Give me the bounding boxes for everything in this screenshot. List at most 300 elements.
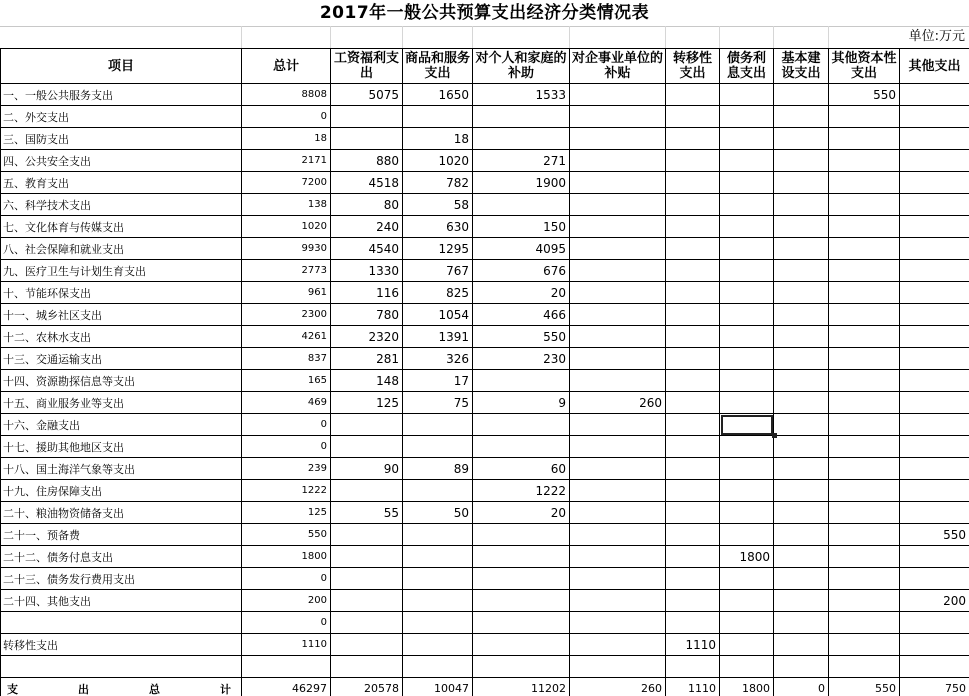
table-cell[interactable] bbox=[900, 326, 969, 348]
table-cell[interactable] bbox=[666, 414, 720, 436]
row-label-cell[interactable]: 二十四、其他支出 bbox=[1, 590, 242, 612]
table-cell[interactable] bbox=[570, 84, 666, 106]
table-cell[interactable] bbox=[473, 612, 570, 634]
table-cell[interactable] bbox=[403, 414, 473, 436]
table-cell[interactable] bbox=[720, 414, 774, 436]
table-cell[interactable] bbox=[774, 304, 829, 326]
table-cell[interactable] bbox=[473, 524, 570, 546]
row-total-cell[interactable]: 18 bbox=[242, 128, 331, 150]
table-cell[interactable]: 80 bbox=[331, 194, 403, 216]
table-cell[interactable] bbox=[900, 612, 969, 634]
table-cell[interactable] bbox=[900, 436, 969, 458]
table-cell[interactable]: 18 bbox=[403, 128, 473, 150]
table-cell[interactable] bbox=[570, 326, 666, 348]
table-cell[interactable] bbox=[720, 634, 774, 656]
table-cell[interactable] bbox=[774, 260, 829, 282]
row-total-cell[interactable]: 1110 bbox=[242, 634, 331, 656]
row-label-cell[interactable]: 八、社会保障和就业支出 bbox=[1, 238, 242, 260]
table-cell[interactable]: 550 bbox=[829, 84, 900, 106]
row-label-cell[interactable]: 七、文化体育与传媒支出 bbox=[1, 216, 242, 238]
table-cell[interactable] bbox=[666, 568, 720, 590]
table-cell[interactable] bbox=[666, 216, 720, 238]
table-cell[interactable] bbox=[829, 150, 900, 172]
table-cell[interactable] bbox=[473, 414, 570, 436]
table-cell[interactable] bbox=[666, 84, 720, 106]
table-cell[interactable] bbox=[829, 436, 900, 458]
table-cell[interactable] bbox=[570, 128, 666, 150]
table-cell[interactable]: 550 bbox=[473, 326, 570, 348]
table-cell[interactable] bbox=[774, 634, 829, 656]
row-total-cell[interactable]: 837 bbox=[242, 348, 331, 370]
table-cell[interactable]: 240 bbox=[331, 216, 403, 238]
table-cell[interactable] bbox=[403, 546, 473, 568]
table-cell[interactable] bbox=[720, 568, 774, 590]
table-cell[interactable]: 1330 bbox=[331, 260, 403, 282]
row-label-cell[interactable]: 十八、国土海洋气象等支出 bbox=[1, 458, 242, 480]
table-cell[interactable] bbox=[829, 502, 900, 524]
row-label-cell[interactable]: 二、外交支出 bbox=[1, 106, 242, 128]
grand-total-cell[interactable]: 10047 bbox=[403, 678, 473, 696]
table-cell[interactable] bbox=[570, 480, 666, 502]
table-cell[interactable] bbox=[331, 612, 403, 634]
table-cell[interactable] bbox=[473, 194, 570, 216]
row-total-cell[interactable]: 239 bbox=[242, 458, 331, 480]
table-cell[interactable]: 1295 bbox=[403, 238, 473, 260]
table-cell[interactable]: 90 bbox=[331, 458, 403, 480]
table-cell[interactable]: 1020 bbox=[403, 150, 473, 172]
table-cell[interactable] bbox=[829, 172, 900, 194]
table-cell[interactable] bbox=[774, 238, 829, 260]
table-cell[interactable] bbox=[900, 392, 969, 414]
row-label-cell[interactable]: 六、科学技术支出 bbox=[1, 194, 242, 216]
table-cell[interactable] bbox=[331, 546, 403, 568]
table-cell[interactable] bbox=[829, 216, 900, 238]
table-cell[interactable] bbox=[900, 458, 969, 480]
table-cell[interactable] bbox=[900, 260, 969, 282]
header-cell[interactable]: 基本建设支出 bbox=[774, 49, 829, 84]
table-cell[interactable] bbox=[720, 370, 774, 392]
table-cell[interactable]: 2320 bbox=[331, 326, 403, 348]
table-cell[interactable] bbox=[900, 282, 969, 304]
table-cell[interactable] bbox=[666, 656, 720, 678]
table-cell[interactable] bbox=[720, 348, 774, 370]
table-cell[interactable] bbox=[829, 414, 900, 436]
row-total-cell[interactable]: 1020 bbox=[242, 216, 331, 238]
table-cell[interactable] bbox=[774, 458, 829, 480]
table-cell[interactable]: 782 bbox=[403, 172, 473, 194]
row-label-cell[interactable]: 十六、金融支出 bbox=[1, 414, 242, 436]
row-label-cell[interactable]: 九、医疗卫生与计划生育支出 bbox=[1, 260, 242, 282]
table-cell[interactable] bbox=[774, 612, 829, 634]
header-cell[interactable]: 商品和服务支出 bbox=[403, 49, 473, 84]
table-cell[interactable] bbox=[774, 480, 829, 502]
table-cell[interactable] bbox=[829, 546, 900, 568]
table-cell[interactable]: 125 bbox=[331, 392, 403, 414]
table-cell[interactable] bbox=[900, 172, 969, 194]
table-cell[interactable] bbox=[900, 568, 969, 590]
table-cell[interactable] bbox=[829, 392, 900, 414]
table-cell[interactable] bbox=[666, 502, 720, 524]
row-total-cell[interactable]: 200 bbox=[242, 590, 331, 612]
row-total-cell[interactable]: 2773 bbox=[242, 260, 331, 282]
table-cell[interactable] bbox=[570, 524, 666, 546]
row-total-cell[interactable]: 469 bbox=[242, 392, 331, 414]
table-cell[interactable] bbox=[666, 106, 720, 128]
table-cell[interactable]: 1391 bbox=[403, 326, 473, 348]
table-cell[interactable] bbox=[720, 590, 774, 612]
grand-total-cell[interactable]: 550 bbox=[829, 678, 900, 696]
row-total-cell[interactable]: 4261 bbox=[242, 326, 331, 348]
table-cell[interactable]: 630 bbox=[403, 216, 473, 238]
row-total-cell[interactable]: 9930 bbox=[242, 238, 331, 260]
row-label-cell[interactable]: 二十三、债务发行费用支出 bbox=[1, 568, 242, 590]
header-cell[interactable]: 其他支出 bbox=[900, 49, 969, 84]
table-cell[interactable]: 58 bbox=[403, 194, 473, 216]
table-cell[interactable] bbox=[570, 656, 666, 678]
table-cell[interactable] bbox=[570, 150, 666, 172]
table-cell[interactable] bbox=[774, 656, 829, 678]
table-cell[interactable] bbox=[720, 304, 774, 326]
row-total-cell[interactable]: 0 bbox=[242, 436, 331, 458]
table-cell[interactable] bbox=[720, 260, 774, 282]
table-cell[interactable]: 1650 bbox=[403, 84, 473, 106]
table-cell[interactable] bbox=[829, 106, 900, 128]
row-label-cell[interactable] bbox=[1, 612, 242, 634]
table-cell[interactable] bbox=[666, 150, 720, 172]
table-cell[interactable] bbox=[473, 128, 570, 150]
table-cell[interactable]: 200 bbox=[900, 590, 969, 612]
table-cell[interactable] bbox=[900, 656, 969, 678]
table-cell[interactable] bbox=[774, 106, 829, 128]
row-label-cell[interactable]: 十一、城乡社区支出 bbox=[1, 304, 242, 326]
table-cell[interactable] bbox=[331, 436, 403, 458]
table-cell[interactable] bbox=[900, 106, 969, 128]
table-cell[interactable] bbox=[331, 128, 403, 150]
table-cell[interactable] bbox=[774, 172, 829, 194]
table-cell[interactable]: 260 bbox=[570, 392, 666, 414]
table-cell[interactable] bbox=[570, 436, 666, 458]
row-total-cell[interactable]: 138 bbox=[242, 194, 331, 216]
table-cell[interactable] bbox=[403, 568, 473, 590]
table-cell[interactable]: 4540 bbox=[331, 238, 403, 260]
table-cell[interactable] bbox=[666, 304, 720, 326]
table-cell[interactable]: 148 bbox=[331, 370, 403, 392]
table-cell[interactable] bbox=[829, 612, 900, 634]
table-cell[interactable] bbox=[473, 436, 570, 458]
table-cell[interactable] bbox=[829, 370, 900, 392]
table-cell[interactable] bbox=[331, 414, 403, 436]
table-cell[interactable] bbox=[570, 414, 666, 436]
table-cell[interactable]: 466 bbox=[473, 304, 570, 326]
table-cell[interactable] bbox=[774, 370, 829, 392]
table-cell[interactable] bbox=[331, 106, 403, 128]
table-cell[interactable] bbox=[666, 612, 720, 634]
table-cell[interactable] bbox=[829, 348, 900, 370]
table-cell[interactable] bbox=[774, 392, 829, 414]
row-label-cell[interactable] bbox=[1, 656, 242, 678]
table-cell[interactable]: 676 bbox=[473, 260, 570, 282]
table-cell[interactable] bbox=[666, 480, 720, 502]
table-cell[interactable] bbox=[570, 458, 666, 480]
table-cell[interactable] bbox=[829, 282, 900, 304]
table-cell[interactable] bbox=[720, 524, 774, 546]
table-cell[interactable] bbox=[829, 634, 900, 656]
header-cell[interactable]: 转移性支出 bbox=[666, 49, 720, 84]
table-cell[interactable] bbox=[720, 392, 774, 414]
table-cell[interactable]: 1222 bbox=[473, 480, 570, 502]
table-cell[interactable] bbox=[570, 260, 666, 282]
table-cell[interactable] bbox=[666, 128, 720, 150]
grand-total-cell[interactable]: 1110 bbox=[666, 678, 720, 696]
table-cell[interactable] bbox=[829, 480, 900, 502]
table-cell[interactable] bbox=[829, 238, 900, 260]
header-cell[interactable]: 债务利息支出 bbox=[720, 49, 774, 84]
header-cell[interactable]: 总计 bbox=[242, 49, 331, 84]
table-cell[interactable] bbox=[331, 590, 403, 612]
row-label-cell[interactable]: 十五、商业服务业等支出 bbox=[1, 392, 242, 414]
row-label-cell[interactable]: 四、公共安全支出 bbox=[1, 150, 242, 172]
table-cell[interactable] bbox=[473, 568, 570, 590]
table-cell[interactable]: 9 bbox=[473, 392, 570, 414]
table-cell[interactable] bbox=[666, 436, 720, 458]
table-cell[interactable] bbox=[331, 656, 403, 678]
table-cell[interactable] bbox=[720, 436, 774, 458]
table-cell[interactable] bbox=[403, 590, 473, 612]
table-cell[interactable] bbox=[331, 568, 403, 590]
row-total-cell[interactable]: 1222 bbox=[242, 480, 331, 502]
table-cell[interactable]: 20 bbox=[473, 502, 570, 524]
table-cell[interactable] bbox=[900, 370, 969, 392]
table-cell[interactable] bbox=[666, 546, 720, 568]
table-cell[interactable] bbox=[473, 590, 570, 612]
row-total-cell[interactable]: 7200 bbox=[242, 172, 331, 194]
table-cell[interactable] bbox=[720, 194, 774, 216]
table-cell[interactable] bbox=[720, 612, 774, 634]
table-cell[interactable] bbox=[666, 238, 720, 260]
table-cell[interactable] bbox=[720, 458, 774, 480]
row-total-cell[interactable]: 8808 bbox=[242, 84, 331, 106]
table-cell[interactable] bbox=[473, 106, 570, 128]
table-cell[interactable] bbox=[720, 172, 774, 194]
table-cell[interactable] bbox=[774, 194, 829, 216]
table-cell[interactable] bbox=[570, 172, 666, 194]
table-cell[interactable] bbox=[666, 392, 720, 414]
row-label-cell[interactable]: 十三、交通运输支出 bbox=[1, 348, 242, 370]
table-cell[interactable] bbox=[720, 282, 774, 304]
row-label-cell[interactable]: 二十、粮油物资储备支出 bbox=[1, 502, 242, 524]
table-cell[interactable] bbox=[570, 282, 666, 304]
header-cell[interactable]: 其他资本性支出 bbox=[829, 49, 900, 84]
table-cell[interactable] bbox=[829, 128, 900, 150]
table-cell[interactable] bbox=[900, 128, 969, 150]
table-cell[interactable] bbox=[666, 260, 720, 282]
table-cell[interactable] bbox=[720, 502, 774, 524]
row-label-cell[interactable]: 三、国防支出 bbox=[1, 128, 242, 150]
table-cell[interactable] bbox=[829, 304, 900, 326]
table-cell[interactable]: 825 bbox=[403, 282, 473, 304]
table-cell[interactable] bbox=[720, 216, 774, 238]
row-total-cell[interactable]: 961 bbox=[242, 282, 331, 304]
row-total-cell[interactable] bbox=[242, 656, 331, 678]
header-cell[interactable]: 项目 bbox=[1, 49, 242, 84]
table-cell[interactable] bbox=[666, 282, 720, 304]
table-cell[interactable] bbox=[570, 568, 666, 590]
table-cell[interactable] bbox=[666, 348, 720, 370]
table-cell[interactable]: 150 bbox=[473, 216, 570, 238]
table-cell[interactable] bbox=[829, 260, 900, 282]
table-cell[interactable] bbox=[666, 370, 720, 392]
table-cell[interactable] bbox=[900, 216, 969, 238]
table-cell[interactable] bbox=[666, 590, 720, 612]
row-total-cell[interactable]: 2300 bbox=[242, 304, 331, 326]
table-cell[interactable] bbox=[666, 524, 720, 546]
table-cell[interactable] bbox=[720, 128, 774, 150]
row-total-cell[interactable]: 550 bbox=[242, 524, 331, 546]
table-cell[interactable]: 880 bbox=[331, 150, 403, 172]
table-cell[interactable] bbox=[403, 480, 473, 502]
table-cell[interactable] bbox=[570, 590, 666, 612]
grand-total-cell[interactable]: 750 bbox=[900, 678, 969, 696]
grand-total-cell[interactable]: 11202 bbox=[473, 678, 570, 696]
table-cell[interactable] bbox=[570, 370, 666, 392]
table-cell[interactable]: 4095 bbox=[473, 238, 570, 260]
grand-total-cell[interactable]: 46297 bbox=[242, 678, 331, 696]
table-cell[interactable] bbox=[829, 524, 900, 546]
table-cell[interactable] bbox=[900, 84, 969, 106]
row-label-cell[interactable]: 五、教育支出 bbox=[1, 172, 242, 194]
row-total-cell[interactable]: 1800 bbox=[242, 546, 331, 568]
table-cell[interactable] bbox=[829, 458, 900, 480]
table-cell[interactable]: 1110 bbox=[666, 634, 720, 656]
row-total-cell[interactable]: 0 bbox=[242, 414, 331, 436]
table-cell[interactable] bbox=[570, 546, 666, 568]
row-label-cell[interactable]: 二十一、预备费 bbox=[1, 524, 242, 546]
row-label-cell[interactable]: 十七、援助其他地区支出 bbox=[1, 436, 242, 458]
table-cell[interactable] bbox=[331, 480, 403, 502]
table-cell[interactable] bbox=[720, 480, 774, 502]
row-label-cell[interactable]: 十四、资源勘探信息等支出 bbox=[1, 370, 242, 392]
row-label-cell[interactable]: 十九、住房保障支出 bbox=[1, 480, 242, 502]
table-cell[interactable] bbox=[774, 282, 829, 304]
table-cell[interactable] bbox=[774, 128, 829, 150]
table-cell[interactable] bbox=[900, 194, 969, 216]
table-cell[interactable] bbox=[774, 590, 829, 612]
table-cell[interactable] bbox=[720, 656, 774, 678]
table-cell[interactable] bbox=[774, 502, 829, 524]
table-cell[interactable]: 550 bbox=[900, 524, 969, 546]
table-cell[interactable] bbox=[720, 326, 774, 348]
table-cell[interactable] bbox=[473, 656, 570, 678]
table-cell[interactable]: 4518 bbox=[331, 172, 403, 194]
table-cell[interactable]: 116 bbox=[331, 282, 403, 304]
table-cell[interactable] bbox=[570, 106, 666, 128]
fill-handle[interactable] bbox=[772, 433, 777, 438]
table-cell[interactable]: 281 bbox=[331, 348, 403, 370]
table-cell[interactable] bbox=[829, 326, 900, 348]
table-cell[interactable] bbox=[900, 634, 969, 656]
table-cell[interactable] bbox=[720, 150, 774, 172]
table-cell[interactable] bbox=[774, 436, 829, 458]
table-cell[interactable] bbox=[570, 612, 666, 634]
row-label-cell[interactable]: 一、一般公共服务支出 bbox=[1, 84, 242, 106]
table-cell[interactable] bbox=[720, 238, 774, 260]
header-cell[interactable]: 对个人和家庭的补助 bbox=[473, 49, 570, 84]
table-cell[interactable]: 1900 bbox=[473, 172, 570, 194]
table-cell[interactable] bbox=[774, 84, 829, 106]
table-cell[interactable]: 55 bbox=[331, 502, 403, 524]
row-total-cell[interactable]: 0 bbox=[242, 106, 331, 128]
grand-total-cell[interactable]: 260 bbox=[570, 678, 666, 696]
table-cell[interactable] bbox=[473, 634, 570, 656]
table-cell[interactable]: 5075 bbox=[331, 84, 403, 106]
table-cell[interactable] bbox=[403, 612, 473, 634]
table-cell[interactable] bbox=[829, 590, 900, 612]
table-cell[interactable] bbox=[403, 656, 473, 678]
table-cell[interactable]: 60 bbox=[473, 458, 570, 480]
table-cell[interactable] bbox=[570, 348, 666, 370]
table-cell[interactable] bbox=[829, 656, 900, 678]
table-cell[interactable]: 1054 bbox=[403, 304, 473, 326]
table-cell[interactable] bbox=[570, 502, 666, 524]
table-cell[interactable]: 1533 bbox=[473, 84, 570, 106]
header-cell[interactable]: 对企事业单位的补贴 bbox=[570, 49, 666, 84]
table-cell[interactable] bbox=[900, 502, 969, 524]
table-cell[interactable]: 75 bbox=[403, 392, 473, 414]
table-cell[interactable] bbox=[900, 304, 969, 326]
table-cell[interactable] bbox=[774, 546, 829, 568]
grand-total-label[interactable]: 支出总计 bbox=[1, 678, 242, 696]
row-total-cell[interactable]: 2171 bbox=[242, 150, 331, 172]
table-cell[interactable] bbox=[570, 634, 666, 656]
table-cell[interactable] bbox=[720, 106, 774, 128]
table-cell[interactable] bbox=[720, 84, 774, 106]
row-label-cell[interactable]: 十、节能环保支出 bbox=[1, 282, 242, 304]
table-cell[interactable]: 767 bbox=[403, 260, 473, 282]
table-cell[interactable] bbox=[774, 524, 829, 546]
table-cell[interactable]: 326 bbox=[403, 348, 473, 370]
table-cell[interactable] bbox=[774, 326, 829, 348]
table-cell[interactable] bbox=[473, 546, 570, 568]
grand-total-cell[interactable]: 0 bbox=[774, 678, 829, 696]
table-cell[interactable] bbox=[900, 150, 969, 172]
table-cell[interactable] bbox=[774, 348, 829, 370]
table-cell[interactable]: 1800 bbox=[720, 546, 774, 568]
table-cell[interactable] bbox=[829, 568, 900, 590]
table-cell[interactable] bbox=[666, 194, 720, 216]
table-cell[interactable]: 271 bbox=[473, 150, 570, 172]
table-cell[interactable] bbox=[570, 304, 666, 326]
grand-total-cell[interactable]: 1800 bbox=[720, 678, 774, 696]
table-cell[interactable] bbox=[774, 150, 829, 172]
table-cell[interactable] bbox=[900, 414, 969, 436]
table-cell[interactable] bbox=[900, 348, 969, 370]
table-cell[interactable] bbox=[570, 238, 666, 260]
table-cell[interactable]: 230 bbox=[473, 348, 570, 370]
row-total-cell[interactable]: 165 bbox=[242, 370, 331, 392]
table-cell[interactable] bbox=[403, 106, 473, 128]
table-cell[interactable] bbox=[331, 634, 403, 656]
row-total-cell[interactable]: 0 bbox=[242, 568, 331, 590]
table-cell[interactable] bbox=[666, 172, 720, 194]
table-cell[interactable]: 89 bbox=[403, 458, 473, 480]
table-cell[interactable] bbox=[666, 326, 720, 348]
table-cell[interactable] bbox=[570, 194, 666, 216]
table-cell[interactable] bbox=[570, 216, 666, 238]
table-cell[interactable] bbox=[774, 568, 829, 590]
table-cell[interactable] bbox=[900, 546, 969, 568]
header-cell[interactable]: 工资福利支出 bbox=[331, 49, 403, 84]
row-total-cell[interactable]: 0 bbox=[242, 612, 331, 634]
